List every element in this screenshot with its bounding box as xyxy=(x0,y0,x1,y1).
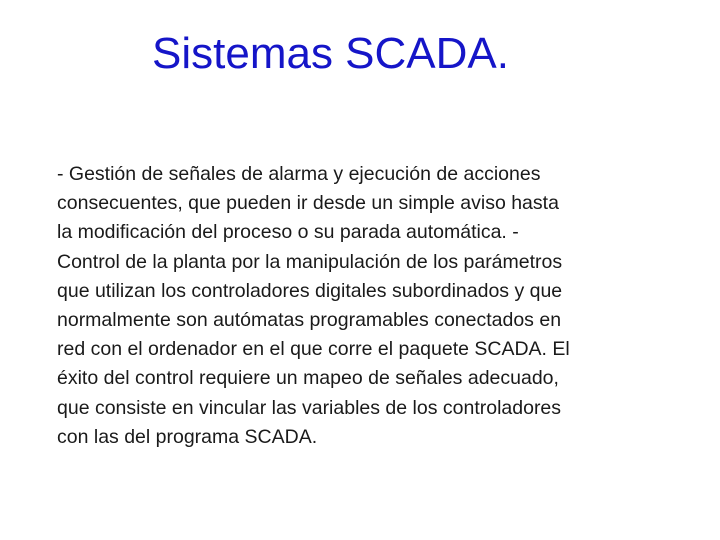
body-line: consecuentes, que pueden ir desde un simple aviso hasta xyxy=(57,192,559,215)
body-line: con las del programa SCADA. xyxy=(57,425,318,448)
body-line: red con el ordenador en el que corre el paquete SCADA. El xyxy=(57,338,570,361)
body-line: la modificación del proceso o su parada automática. - xyxy=(57,221,519,244)
body-line: que consiste en vincular las variables de los controladores xyxy=(57,396,562,419)
body-line: Control de la planta por la manipulación de los parámetros xyxy=(57,250,563,273)
slide-body-text xyxy=(57,160,697,452)
body-line: normalmente son autómatas programables conectados en xyxy=(57,309,562,332)
body-line: - Gestión de señales de alarma y ejecución de acciones xyxy=(57,163,541,185)
slide-title: Sistemas SCADA. xyxy=(152,29,509,78)
body-line: que utilizan los controladores digitales subordinados y que xyxy=(57,279,563,302)
body-line: éxito del control requiere un mapeo de señales adecuado, xyxy=(57,367,559,390)
